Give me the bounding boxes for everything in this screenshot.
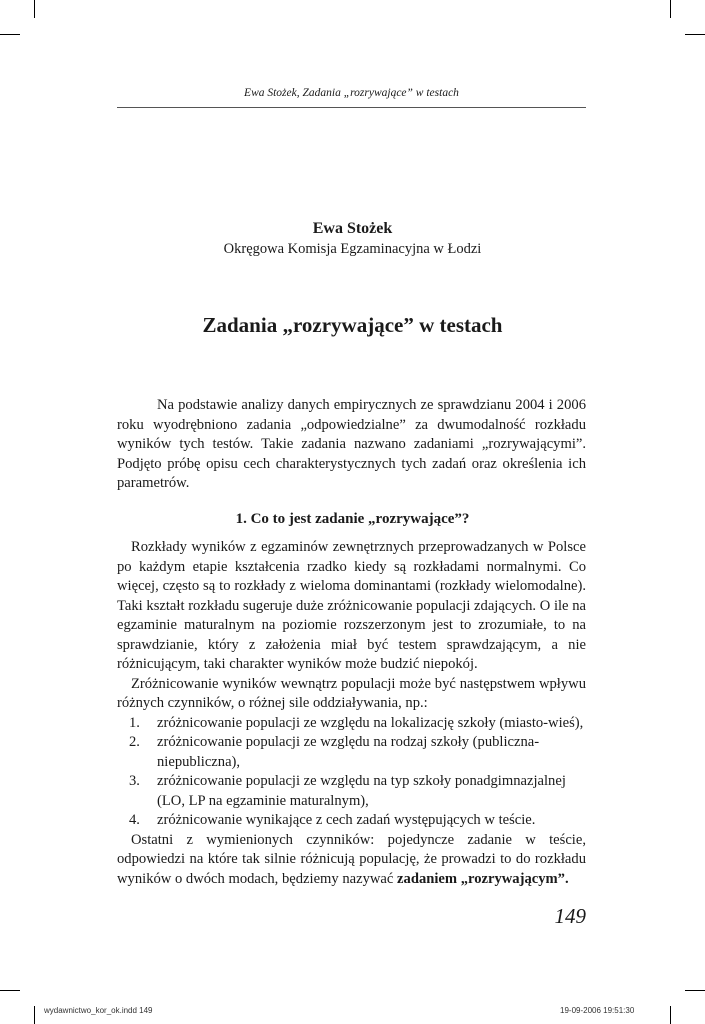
body-paragraph-2: Zróżnicowanie wyników wewnątrz populacji może być następstwem wpływu różnych czynników, o różnej sile oddziaływania, np.: bbox=[117, 675, 586, 711]
article-title: Zadania „rozrywające” w testach bbox=[202, 313, 503, 337]
crop-mark-bottom-right-h bbox=[685, 990, 705, 991]
crop-mark-top-right-v bbox=[670, 0, 671, 18]
author-affiliation: Okręgowa Komisja Egzaminacyjna w Łodzi bbox=[223, 241, 482, 257]
list-item-text: zróżnicowanie populacji ze względu na typ szkoły ponadgimnazjalnej (LO, LP na egzaminie maturalnym), bbox=[157, 773, 566, 809]
list-item-text: zróżnicowanie populacji ze względu na lokalizację szkoły (miasto-wieś), bbox=[157, 714, 584, 731]
section-heading: 1. Co to jest zadanie „rozrywające”? bbox=[235, 511, 470, 527]
list-item bbox=[117, 733, 586, 772]
key-term: zadaniem „rozrywającym”. bbox=[397, 870, 569, 887]
page-number: 149 bbox=[554, 904, 586, 928]
running-head: Ewa Stożek, Zadania „rozrywające” w testach bbox=[244, 87, 459, 99]
list-item-text: zróżnicowanie populacji ze względu na rodzaj szkoły (publiczna-niepubliczna), bbox=[157, 734, 540, 770]
header-rule bbox=[117, 107, 586, 108]
body-paragraph-3-text: Ostatni z wymienionych czynników: pojedyncze zadanie w teście, odpowiedzi na które tak silnie różnicują populację, że prowadzi to do rozkładu wyników o dwóch modach, będziemy nazywać bbox=[117, 831, 586, 887]
list-item-number: 4. bbox=[129, 812, 140, 828]
crop-mark-bottom-right-v bbox=[670, 1006, 671, 1024]
abstract: Na podstawie analizy danych empirycznych ze sprawdzianu 2004 i 2006 roku wyodrębniono zadania „odpowiedzialne” za dwumodalność rozkładu wyników tych testów. Takie zadania nazwano zadaniami „rozrywającymi”. Podjęto próbę opisu cech charakterystycznych tych zadań oraz określenia ich parametrów. bbox=[117, 397, 586, 491]
body-paragraph-1: Rozkłady wyników z egzaminów zewnętrznych przeprowadzanych w Polsce po każdym etapie kształcenia rzadko kiedy są rozkładami normalnymi. Co więcej, często są to rozkłady z wieloma dominantami (rozkłady wielomodalne). Taki kształt rozkładu sugeruje duże zróżnicowanie populacji zdających. O ile na egzaminie maturalnym na poziomie rozszerzonym jest to zrozumiałe, to na sprawdzianie, który z założenia miał być testem sprawdzającym, a nie różnicującym, taki charakter wyników może budzić niepokój. bbox=[117, 539, 586, 672]
crop-mark-top-left-v bbox=[34, 0, 35, 18]
list-item-number: 1. bbox=[129, 714, 140, 731]
crop-mark-bottom-left-h bbox=[0, 990, 20, 991]
footer-file-name: wydawnictwo_kor_ok.indd 149 bbox=[44, 1006, 153, 1015]
list-item bbox=[117, 811, 586, 831]
crop-mark-top-left-h bbox=[0, 34, 20, 35]
section-body bbox=[117, 538, 586, 889]
author-name: Ewa Stożek bbox=[312, 220, 393, 237]
crop-mark-top-right-h bbox=[685, 34, 705, 35]
factor-list bbox=[117, 714, 586, 831]
body-paragraph-3 bbox=[117, 831, 586, 890]
list-item bbox=[117, 772, 586, 811]
footer-timestamp: 19-09-2006 19:51:30 bbox=[560, 1006, 635, 1015]
list-item-text: zróżnicowanie wynikające z cech zadań występujących w teście. bbox=[157, 812, 536, 828]
list-item-number: 2. bbox=[129, 734, 140, 750]
list-item-number: 3. bbox=[129, 773, 140, 789]
crop-mark-bottom-left-v bbox=[34, 1006, 35, 1024]
list-item bbox=[117, 714, 586, 734]
